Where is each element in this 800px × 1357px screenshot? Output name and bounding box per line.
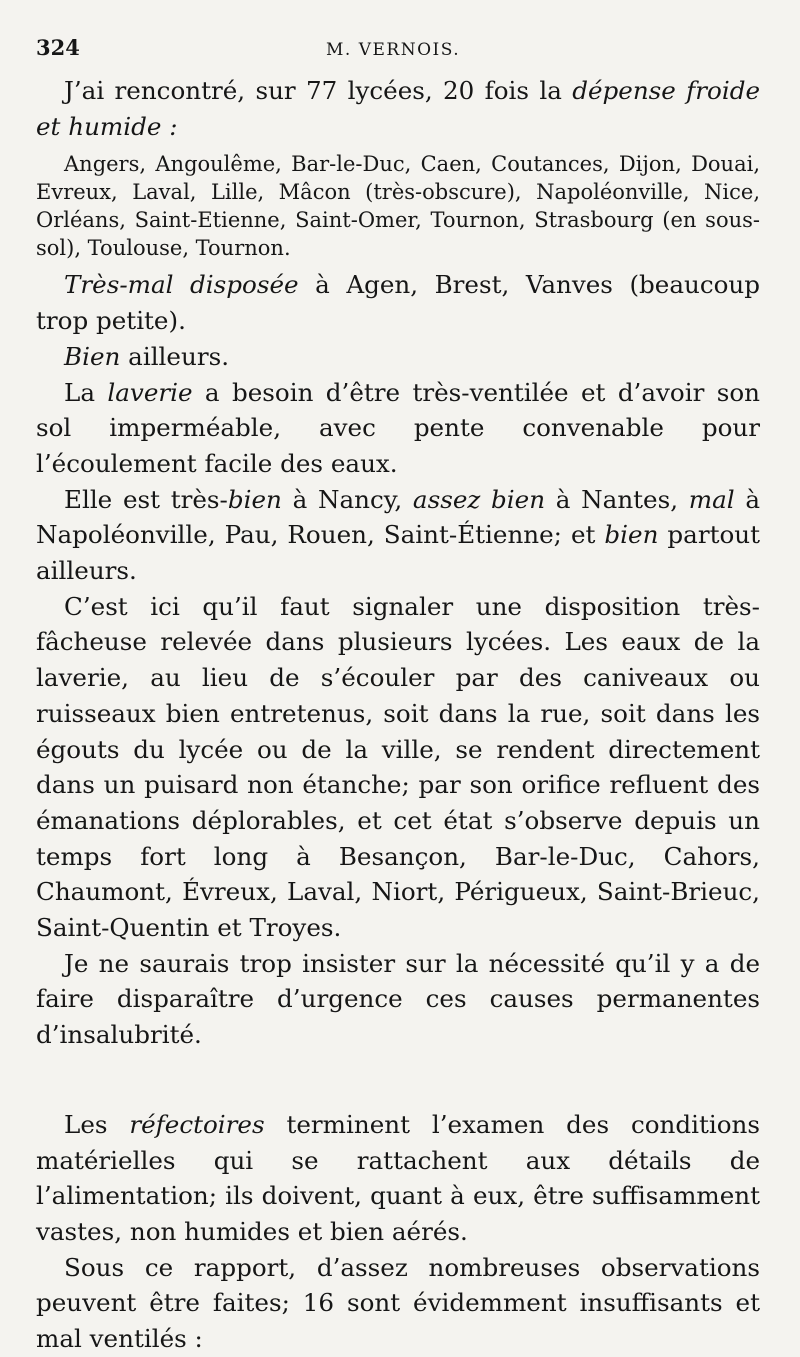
italic-run: bien xyxy=(604,520,659,550)
page-body xyxy=(36,73,760,1357)
text-run: partout ailleurs. xyxy=(36,520,760,586)
text-run: Les xyxy=(64,1109,130,1139)
italic-run: dépense froide et humide : xyxy=(36,76,761,141)
paragraph-puisard: C’est ici qu’il faut signaler une disposition très-fâcheuse relevée dans plusieurs lycées. Les eaux de la laverie, au lieu de s’écouler par des caniveaux ou ruisseaux bien entretenus, soit dans la rue, soit dans les égouts du lycée ou de la ville, se rendent directement dans un puisard non étanche; par son orifice refluent des émanations déplorables, et cet état s’observe depuis un temps fort long à Besançon, Bar-le-Duc, Cahors, Chaumont, Évreux, Laval, Niort, Périgueux, Saint-Brieuc, Saint-Quentin et Troyes. xyxy=(36,591,760,943)
section-gap xyxy=(36,1053,760,1107)
italic-run: laverie xyxy=(107,377,193,407)
text-run: Elle est très- xyxy=(64,484,228,514)
italic-run: réfectoires xyxy=(129,1109,265,1139)
page-header xyxy=(36,35,760,63)
italic-run: mal xyxy=(688,484,735,514)
page-number: 324 xyxy=(36,35,80,60)
text-run: ailleurs. xyxy=(120,341,230,371)
paragraph-laverie-status xyxy=(36,482,760,589)
text-run: La xyxy=(64,377,108,407)
text-run: a besoin d’être très-ventilée et d’avoir son sol imperméable, avec pente convenable pour l’écoulement facile des eaux. xyxy=(36,377,761,478)
paragraph-tres-mal xyxy=(36,267,760,338)
paragraph-insalubrite: Je ne saurais trop insister sur la nécessité qu’il y a de faire disparaître d’urgence ces causes permanentes d’insalubrité. xyxy=(36,948,760,1050)
running-head: M. VERNOIS. xyxy=(326,40,461,60)
paragraph-refectoires xyxy=(36,1107,760,1250)
italic-run: assez bien xyxy=(412,484,546,514)
paragraph-depense xyxy=(36,73,760,144)
paragraph-laverie xyxy=(36,375,760,482)
text-run: terminent l’examen des conditions matérielles qui se rattachent aux détails de l’alimentation; ils doivent, quant à eux, être suffisamment vastes, non humides et bien aérés. xyxy=(36,1109,761,1246)
paragraph-bien xyxy=(36,339,760,375)
paragraph-observations: Sous ce rapport, d’assez nombreuses observations peuvent être faites; 16 sont évidemment insuffisants et mal ventilés : xyxy=(36,1252,760,1354)
italic-run: Très-mal disposée xyxy=(64,270,299,300)
text-run: à Agen, Brest, Vanves (beaucoup trop petite). xyxy=(36,270,761,336)
italic-run: Bien xyxy=(64,341,121,371)
text-run: J’ai rencontré, sur 77 lycées, 20 fois la xyxy=(64,76,573,105)
text-run: à Napoléonville, Pau, Rouen, Saint-Étienne; et xyxy=(36,484,761,550)
paragraph-city-list: Angers, Angoulême, Bar-le-Duc, Caen, Coutances, Dijon, Douai, Evreux, Laval, Lille, Mâcon (très-obscure), Napoléonville, Nice, Orléans, Saint-Etienne, Saint-Omer, Tournon, Strasbourg (en sous-sol), Toulouse, Tournon. xyxy=(36,152,760,261)
italic-run: bien xyxy=(227,484,282,514)
text-run: à Nancy, xyxy=(281,484,413,514)
text-run: à Nantes, xyxy=(545,484,689,514)
